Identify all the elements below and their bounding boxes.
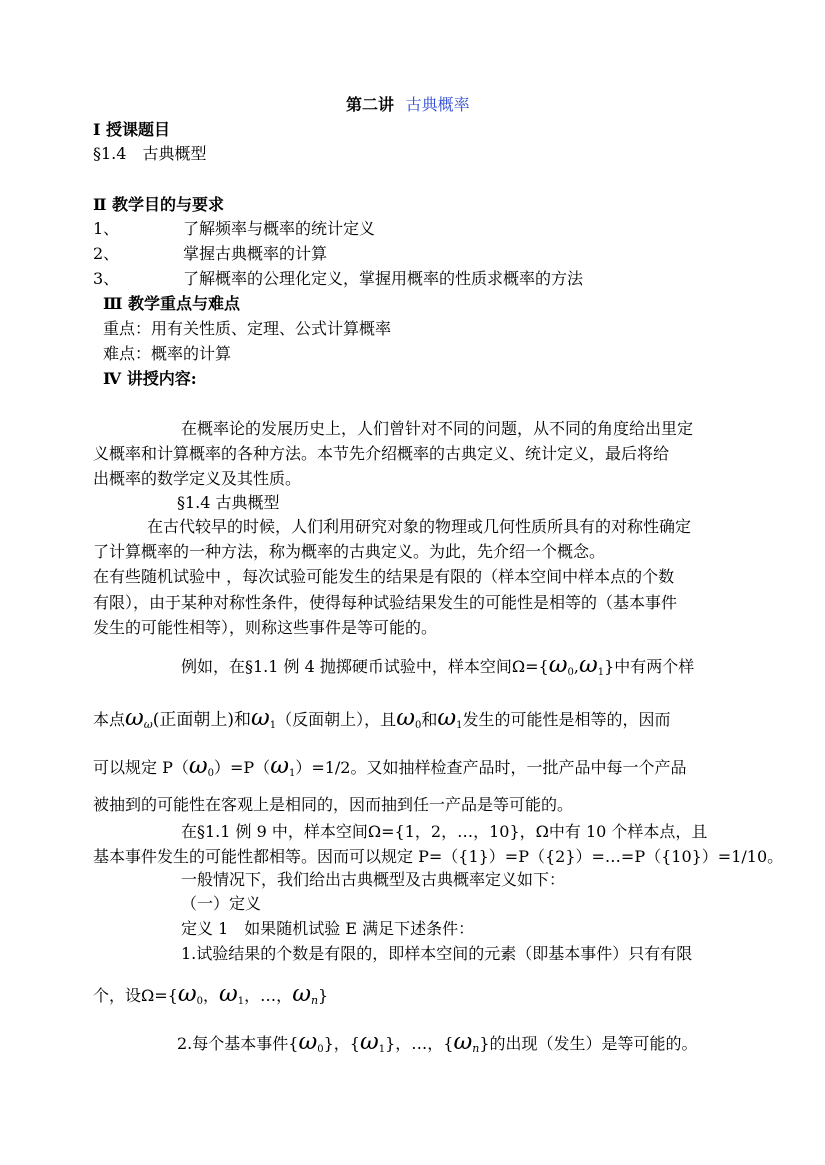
- intro-line-3: 出概率的数学定义及其性质。: [93, 469, 302, 488]
- list-item: 3、 了解概率的公理化定义，掌握用概率的性质求概率的方法: [93, 269, 584, 288]
- example1-line-1: 例如，在§1.1 例 4 抛掷硬币试验中，样本空间$\Omega=\{\omega_0,\omega_1\}$中有两个样: [181, 652, 695, 678]
- title-main: 第二讲: [346, 95, 395, 114]
- list-item: 1、 了解频率与概率的统计定义: [93, 219, 376, 238]
- difficult-points: 难点：概率的计算: [103, 344, 232, 363]
- example2-line-2: 基本事件发生的可能性都相等。因而可以规定 P=（{1}）=P（{2}）=…=P（{10}）=1/10。: [93, 847, 784, 866]
- intro-line-2: 义概率和计算概率的各种方法。本节先介绍概率的古典定义、统计定义，最后将给: [93, 444, 670, 463]
- para1-line-2: 了计算概率的一种方法，称为概率的古典定义。为此，先介绍一个概念。: [93, 542, 606, 561]
- omega-symbol: ωn: [453, 1029, 480, 1055]
- omega-symbol: ωω: [125, 705, 153, 731]
- definition-heading: （一）定义: [181, 894, 262, 913]
- title-sub: 古典概率: [405, 95, 470, 114]
- omega-symbol: $\omega_1$: [359, 1029, 386, 1055]
- example1-line-3: 可以规定 $P(\omega_0)=P(\omega_1)=1/2$。又如抽样检查产品时，一批产品中每一个产品: [93, 753, 687, 779]
- omega-symbol: $\omega_0$: [396, 705, 422, 731]
- section-3-heading: Ⅲ 教学重点与难点: [103, 294, 241, 313]
- section-1-item: §1.4 古典概型: [93, 144, 207, 163]
- list-item: 2、 掌握古典概率的计算: [93, 244, 328, 263]
- example1-line-2: 本点ωω(正面朝上)和$\omega_1$（反面朝上），且$\omega_0$和$\omega_1$发生的可能性是相等的，因而: [93, 705, 671, 731]
- section-1-heading: Ⅰ 授课题目: [93, 120, 171, 139]
- section-2-heading: Ⅱ 教学目的与要求: [93, 195, 225, 214]
- condition1-line-2: 个，设$\Omega=\{\omega_0$，$\omega_1$，…，ωn}: [93, 981, 329, 1007]
- omega-symbol: $\omega_0$: [177, 981, 203, 1007]
- omega-symbol: $\omega_0$: [548, 652, 574, 678]
- para2-line-2: 有限），由于某种对称性条件，使得每种试验结果发生的可能性是相等的（基本事件: [93, 593, 678, 612]
- omega-symbol: $\omega_1$: [219, 981, 245, 1007]
- omega-symbol: $\omega_1$: [578, 652, 605, 678]
- omega-symbol: $\omega_0$: [298, 1029, 324, 1055]
- omega-symbol: $\omega_1$: [251, 705, 277, 731]
- key-points: 重点：用有关性质、定理、公式计算概率: [103, 319, 392, 338]
- para2-line-1: 在有些随机试验中 ，每次试验可能发生的结果是有限的（样本空间中样本点的个数: [93, 567, 675, 586]
- definition-1: 定义 1 如果随机试验 E 满足下述条件：: [181, 919, 475, 938]
- para2-line-3: 发生的可能性相等），则称这些事件是等可能的。: [93, 618, 438, 637]
- condition2-line: 2.每个基本事件$\{\omega_0\}$，$\{\omega_1\}$，…，{ωn}的出现（发生）是等可能的。: [177, 1029, 698, 1055]
- omega-symbol: ωn: [292, 981, 319, 1007]
- omega-symbol: $\omega_1$: [437, 705, 463, 731]
- subsection-title: §1.4 古典概型: [177, 493, 280, 512]
- omega-symbol: $\omega_1$: [270, 753, 296, 779]
- lecture-title: [346, 94, 470, 116]
- intro-line-1: 在概率论的发展历史上，人们曾针对不同的问题，从不同的角度给出里定: [181, 419, 694, 438]
- example1-line-4: 被抽到的可能性在客观上是相同的，因而抽到任一产品是等可能的。: [93, 795, 574, 814]
- omega-symbol: $\omega_0$: [188, 753, 214, 779]
- section-4-heading: Ⅳ 讲授内容:: [103, 369, 197, 388]
- para1-line-1: 在古代较早的时候，人们利用研究对象的物理或几何性质所具有的对称性确定: [147, 517, 692, 536]
- condition1-line-1: 1.试验结果的个数是有限的，即样本空间的元素（即基本事件）只有有限: [181, 944, 693, 963]
- example2-line-1: 在§1.1 例 9 中，样本空间Ω={1，2，…，10}，Ω中有 10 个样本点，且: [181, 822, 708, 841]
- general-statement: 一般情况下，我们给出古典概型及古典概率定义如下：: [181, 870, 566, 889]
